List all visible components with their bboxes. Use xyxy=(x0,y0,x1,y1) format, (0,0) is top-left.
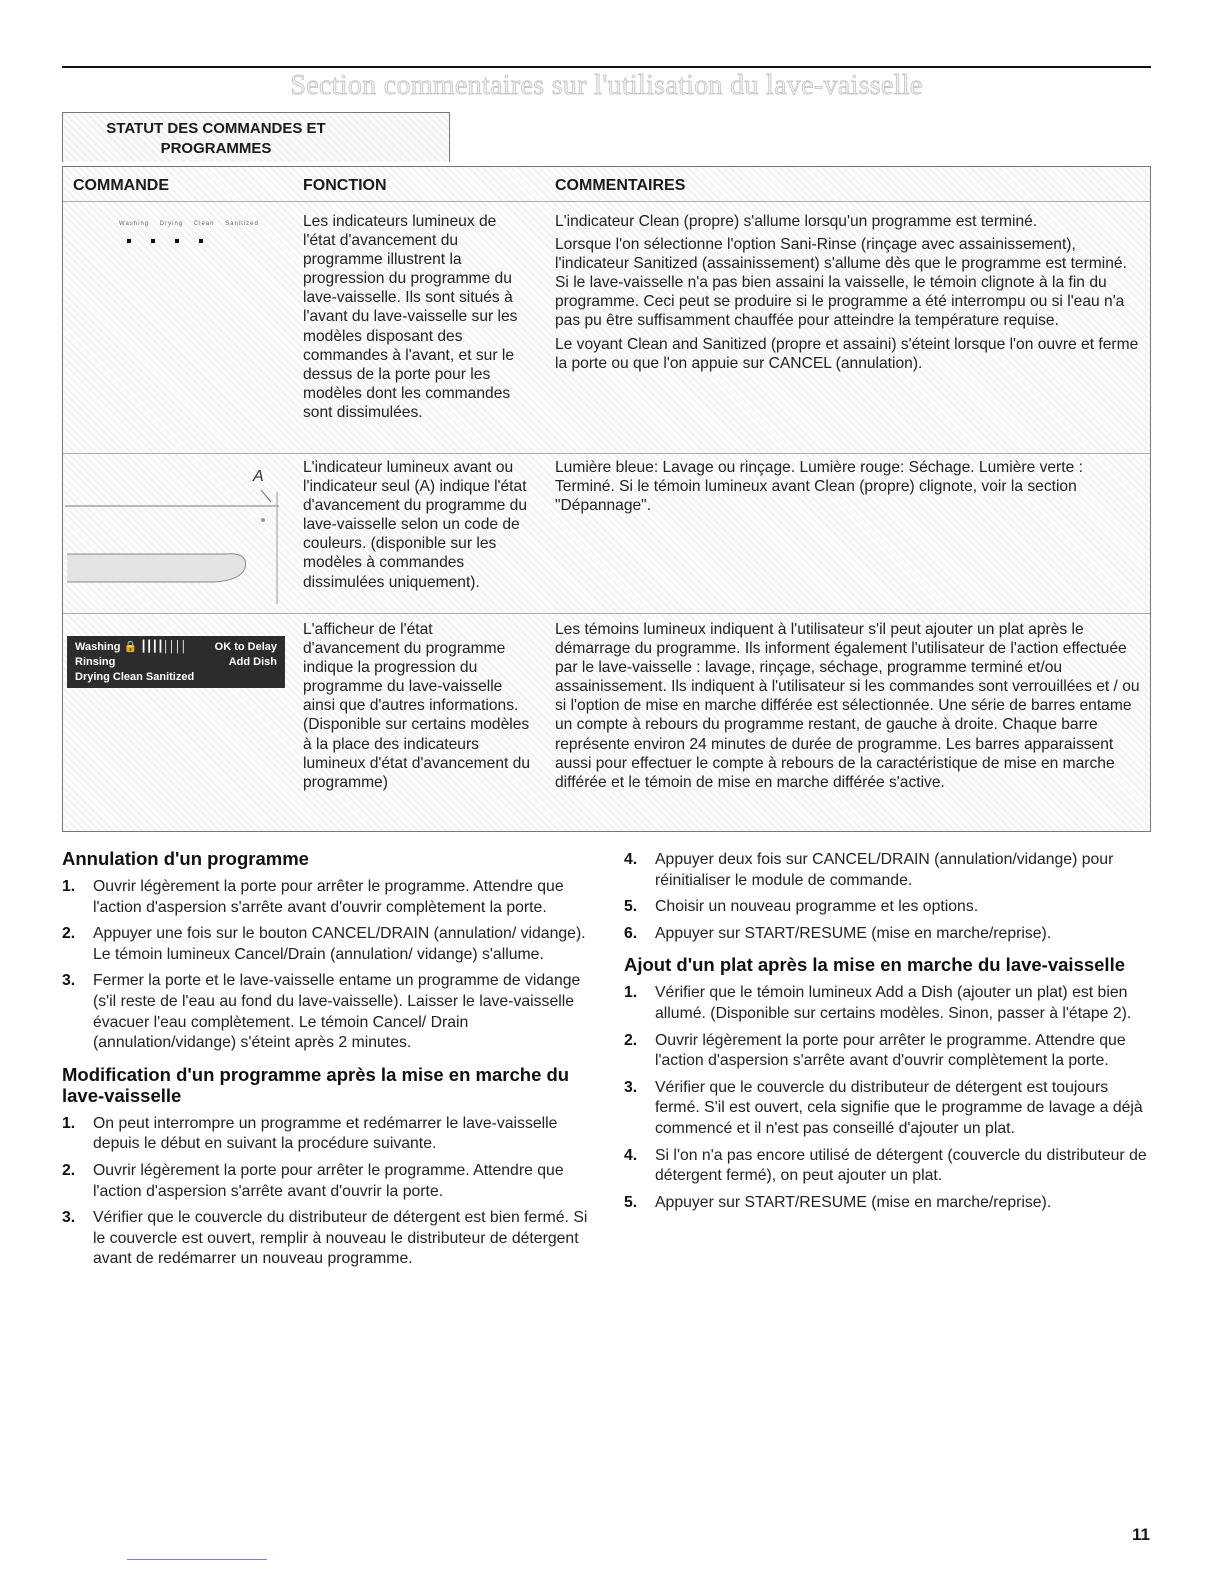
table-row xyxy=(63,201,1150,454)
comment-paragraph: L'indicateur Clean (propre) s'allume lorsqu'un programme est terminé. xyxy=(555,213,1038,230)
list-item: 2. Ouvrir légèrement la porte pour arrêter le programme. Attendre que l'action d'aspersion s'arrête avant d'ouvrir la porte. xyxy=(62,1161,564,1200)
header-command: COMMANDE xyxy=(73,177,169,194)
list-item: 3. Vérifier que le couvercle du distributeur de détergent est toujours fermé. S'il est ouvert, cela signifie que le programme de lavage a déjà commencé et il n'est pas conseillé d'ajouter un plat. xyxy=(624,1078,1143,1137)
comment-paragraph: Lorsque l'on sélectionne l'option Sani-Rinse (rinçage avec assainissement), l'indicateur Sanitized (assainissement) s'allume dès que le programme est terminé. Si le lave-vaisselle n'a pas bien assaini la vaisselle, le témoin clignote à la fin du programme. Ceci peut se produire si le programme a été interrompu ou si l'eau n'a pas pu être suffisamment chauffée pour atteindre la température requise. xyxy=(555,236,1127,330)
cancel-steps xyxy=(62,877,590,1054)
list-item: 1. Ouvrir légèrement la porte pour arrêter le programme. Attendre que l'action d'aspersion s'arrête avant d'ouvrir complètement la porte. xyxy=(62,878,564,916)
footer-rule xyxy=(127,1559,267,1560)
function-text: Les indicateurs lumineux de l'état d'avancement du programme illustrent la progression du programme du lave-vaisselle. Ils sont situés à l'avant du lave-vaisselle sur les modèles disposant des commandes à l'avant, et sur le dessus de la porte pour les modèles dont les commandes sont dissimulées. xyxy=(303,213,518,421)
comment-paragraph: Les témoins lumineux indiquent à l'utilisateur s'il peut ajouter un plat après le démarrage du programme. Ils informent également l'utilisateur de l'action effectuée par le lave-vaisselle : lavage, rinçage, séchage, programme terminé et/ou assainissement. Ils indiquent à l'utilisateur si les commandes sont verrouillées et / ou si l'option de mise en marche différée est sélectionnée. Une série de barres entame un compte à rebours du programme restant, de gauche à droite. Chaque barre représente environ 24 minutes de durée de programme. Les barres apparaissent aussi pour effectuer le compte à rebours de la caractéristique de mise en marche différée et le témoin de mise en marche différée s'active. xyxy=(555,621,1140,791)
indicator-label: Drying xyxy=(159,221,184,227)
door-indicator-illustration xyxy=(65,484,287,604)
indicator-light-icon xyxy=(175,239,179,243)
list-item: 4. Si l'on n'a pas encore utilisé de détergent (couvercle du distributeur de détergent fermé), on peut ajouter un plat. xyxy=(624,1146,1147,1185)
indicator-light-icon xyxy=(199,239,203,243)
status-indicator-labels xyxy=(119,221,267,227)
header-function: FONCTION xyxy=(303,177,387,194)
comments-text xyxy=(555,620,1145,796)
display-label: Add Dish xyxy=(228,656,277,668)
section-title: Section commentaires sur l'utilisation du lave-vaisselle xyxy=(290,70,923,101)
display-label: Washing xyxy=(75,641,121,653)
status-box xyxy=(62,112,450,162)
table-row xyxy=(63,613,1150,832)
comments-text xyxy=(555,458,1145,519)
display-line xyxy=(75,640,277,655)
indicator-light-icon xyxy=(127,239,131,243)
annotation-label: A xyxy=(253,468,264,485)
add-dish-section-title: Ajout d'un plat après la mise en marche du lave-vaisselle xyxy=(624,954,1125,976)
cancel-steps-continued xyxy=(624,850,1150,944)
comment-paragraph: Le voyant Clean and Sanitized (propre et assaini) s'éteint lorsque l'on ouvre et ferme la porte ou que l'on appuie sur CANCEL (annulation). xyxy=(555,335,1139,372)
status-box-line1: STATUT DES COMMANDES ET xyxy=(106,120,326,137)
indicator-light-icon xyxy=(151,239,155,243)
list-item: 6. Appuyer sur START/RESUME (mise en marche/reprise). xyxy=(624,924,1052,942)
list-item: 4. Appuyer deux fois sur CANCEL/DRAIN (annulation/vidange) pour réinitialiser le module de commande. xyxy=(624,851,1114,889)
display-label: Rinsing xyxy=(75,656,116,668)
controls-table xyxy=(62,166,1151,832)
indicator-label: Clean xyxy=(193,221,215,227)
list-item: 3. Vérifier que le couvercle du distributeur de détergent est bien fermé. Si le couvercle est ouvert, remplir à nouveau le distributeur de détergent avant de redémarrer un nouveau programme. xyxy=(62,1209,588,1268)
list-item: 1. Vérifier que le témoin lumineux Add a Dish (ajouter un plat) est bien allumé. (Disponible sur certains modèles. Sinon, passer à l'étape 2). xyxy=(624,984,1132,1022)
right-column xyxy=(624,850,1150,1223)
lock-icon: 🔒 xyxy=(123,641,138,653)
page-number: 11 xyxy=(1132,1525,1150,1544)
list-item: 1. On peut interrompre un programme et redémarrer le lave-vaisselle depuis le début en suivant la procédure suivante. xyxy=(62,1114,558,1153)
left-column xyxy=(62,848,590,1280)
header-comments: COMMENTAIRES xyxy=(555,177,686,194)
table-row xyxy=(63,453,1150,614)
modify-steps xyxy=(62,1114,590,1270)
comment-paragraph: Lumière bleue: Lavage ou rinçage. Lumière rouge: Séchage. Lumière verte : Terminé. Si le témoin lumineux avant Clean (propre) clignote, voir la section "Dépannage". xyxy=(555,459,1083,515)
indicator-label: Washing xyxy=(119,221,150,227)
comments-text xyxy=(555,212,1145,377)
list-item: 3. Fermer la porte et le lave-vaisselle entame un programme de vidange (s'il reste de l'eau au fond du lave-vaisselle). Laisser le lave-vaisselle évacuer l'eau complètement. Le témoin Cancel/ Drain (annulation/vidange) s'éteint après 2 minutes. xyxy=(62,972,581,1052)
top-rule xyxy=(62,66,1151,68)
add-dish-steps xyxy=(624,983,1150,1213)
list-item: 5. Choisir un nouveau programme et les options. xyxy=(624,898,979,916)
indicator-label: Sanitized xyxy=(225,221,259,227)
cancel-section-title: Annulation d'un programme xyxy=(62,848,309,869)
function-text: L'indicateur lumineux avant ou l'indicateur seul (A) indique l'état d'avancement du programme du lave-vaisselle selon un code de couleurs. (disponible sur les modèles à commandes dissimulées uniquement). xyxy=(303,459,528,591)
display-line xyxy=(75,655,277,670)
display-label: OK to Delay xyxy=(214,641,277,653)
status-box-line2: PROGRAMMES xyxy=(160,140,272,157)
countdown-bars-icon: ┃┃┃┃││││ xyxy=(140,641,187,653)
list-item: 5. Appuyer sur START/RESUME (mise en marche/reprise). xyxy=(624,1193,1052,1211)
status-display xyxy=(67,636,285,688)
display-label: Drying Clean Sanitized xyxy=(75,671,195,683)
list-item: 2. Ouvrir légèrement la porte pour arrêter le programme. Attendre que l'action d'aspersion s'arrête avant d'ouvrir complètement la porte. xyxy=(624,1031,1126,1070)
modify-section-title: Modification d'un programme après la mise en marche du lave-vaisselle xyxy=(62,1063,570,1106)
list-item: 2. Appuyer une fois sur le bouton CANCEL/DRAIN (annulation/ vidange). Le témoin lumineux Cancel/Drain (annulation/ vidange) s'allume. xyxy=(62,925,586,963)
function-text: L'afficheur de l'état d'avancement du programme indique la progression du programme du lave-vaisselle ainsi que d'autres informations. (Disponible sur certains modèles à la place des indicateurs lumineux d'état d'avancement du programme) xyxy=(303,621,531,791)
indicator-lights xyxy=(127,230,223,248)
